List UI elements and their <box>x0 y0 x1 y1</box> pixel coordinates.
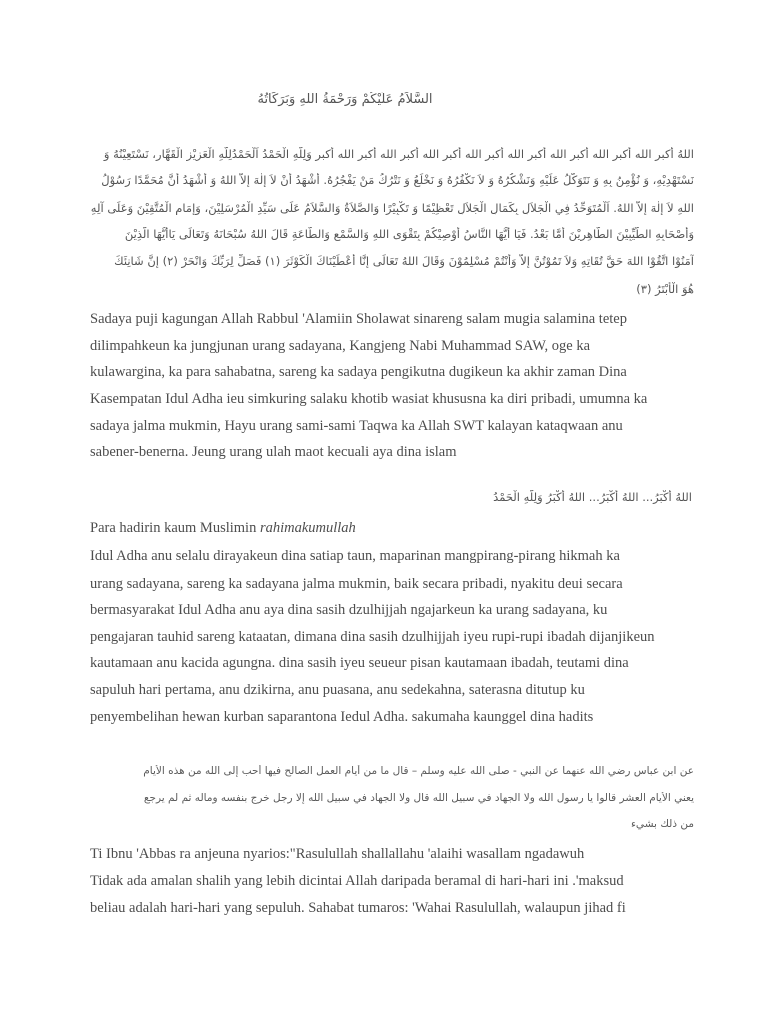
hadits-arabic-line: عن ابن عباس رضي الله عنهما عن النبي - صلى الله عليه وسلم – قال ما من أيام العمل الصالح فيها أحب إلى الله من هذه الأيام <box>143 765 694 777</box>
text-line: beliau adalah hari-hari yang sepuluh. Sahabat tumaros: 'Wahai Rasulullah, walaupun jihad fi <box>90 900 626 916</box>
text-line: Sadaya puji kagungan Allah Rabbul 'Alamiin Sholawat sinareng salam mugia salamina tetep <box>90 311 627 327</box>
text-line: sabener-benerna. Jeung urang ulah maot kecuali aya dina islam <box>90 444 457 460</box>
text-line: Idul Adha anu selalu dirayakeun dina satiap taun, maparinan mangpirang-pirang hikmah ka <box>90 548 620 564</box>
hadits-arabic-line: يعني الأيام العشر قالوا يا رسول الله ولا الجهاد في سبيل الله قال ولا الجهاد في سبيل الله إلا رجل خرج بنفسه وماله ثم لم يرجع <box>143 792 694 804</box>
text-line: urang sadayana, sareng ka sadayana jalma mukmin, baik secara pribadi, nyakitu deui secara <box>90 576 623 592</box>
text-line: bermasyarakat Idul Adha anu aya dina sasih dzulhijjah ngajarkeun ka urang sadayana, ku <box>90 602 608 618</box>
text-line: Kasempatan Idul Adha ieu simkuring salaku khotib wasiat khususna ka diri pribadi, umumna ka <box>90 391 648 407</box>
takbir-line: اللهُ أَكْبَرُ... اللهُ أَكْبَرُ... اللهُ أَكْبَرُ وَلِلَّهِ الْحَمْدُ <box>493 490 692 504</box>
text-line: sapuluh hari pertama, anu dzikirna, anu puasana, anu sedekahna, saterasna ditutup ku <box>90 682 585 698</box>
salam-heading: السَّلاَمُ عَلَيْكُمْ وَرَحْمَةُ اللهِ وَبَرَكَاتُهُ <box>257 92 433 107</box>
khutbah-arabic-line: وَأَصْحَابِهِ الطَّيِّبِيْنَ الطَّاهِرِيْنَ أَمَّا بَعْدُ. فَيَا أَيُّهَا النَّاسُ أُوْصِيْكُمْ بِتَقْوَى اللهِ وَالسَّمْعِ وَالطَّاعَةِ قَالَ اللهُ سُبْحَانَهُ وَتَعَالَى يَاأَيُّهَا الَّذِيْنَ <box>124 227 694 241</box>
text-line: pengajaran tauhid sareng kataatan, dimana dina sasih dzulhijjah iyeu rupi-rupi ibadah dijanjikeun <box>90 629 655 645</box>
khutbah-arabic-line: آمَنُوْا اتَّقُوْا اللهَ حَقَّ تُقَاتِهِ وَلاَ تَمُوْتُنَّ إِلاَّ وَأَنْتُمْ مُسْلِمُوْنَ وَقَالَ اللهُ تَعَالَى إِنَّا أَعْطَيْنَاكَ الْكَوْثَرَ (١) فَصَلِّ لِرَبِّكَ وَانْحَرْ (٢) إِنَّ شَانِئَكَ <box>114 254 694 268</box>
greeting-line <box>90 520 690 537</box>
khutbah-arabic-line: هُوَ الْأَبْتَرُ (٣) <box>636 282 694 296</box>
text-line: dilimpahkeun ka jungjunan urang sadayana, Kangjeng Nabi Muhammad SAW, oge ka <box>90 338 591 354</box>
text-line: kulawargina, ka para sahabatna, sareng ka sadaya pengikutna dugikeun ka akhir zaman Dina <box>90 364 627 380</box>
khutbah-arabic-line: اللهُ أكبر الله أكبر الله أكبر الله أكبر الله أكبر الله أكبر الله أكبر الله أكبر الله أكبر وَلِلَّهِ الْحَمْدُ اَلْحَمْدُلِلَّهِ الْعَزِيْزِ الْقَهَّارِ، نَسْتَعِيْنُهُ وَ <box>103 147 694 161</box>
text-line: penyembelihan hewan kurban saparantona Iedul Adha. sakumaha kaunggel dina hadits <box>90 709 594 725</box>
text-line: kautamaan anu kacida agungna. dina sasih iyeu seueur pisan kautamaan ibadah, teutami dina <box>90 655 629 671</box>
text-line: sadaya jalma mukmin, Hayu urang sami-sami Taqwa ka Allah SWT kalayan kataqwaan anu <box>90 418 623 434</box>
khutbah-arabic-line: نَسْتَهْدِيْهِ، وَ نُؤْمِنُ بِهِ وَ نَتَوَكَّلُ عَلَيْهِ وَنَشْكُرُهُ وَ لاَ نَكْفُرُهُ وَ نَخْلَعُ وَ نَتْرُكُ مَنْ يَفْجُرُهُ. أَشْهَدُ أَنْ لاَ إِلٰهَ إِلاَّ اللهُ وَ أَشْهَدُ أَنَّ مُحَمَّدًا رَسُوْلُ <box>101 173 694 187</box>
text-line: Tidak ada amalan shalih yang lebih dicintai Allah daripada beramal di hari-hari ini .'maksud <box>90 873 624 889</box>
hadits-arabic-line: من ذلك بشيء <box>631 818 694 830</box>
greeting-text: Para hadirin kaum Muslimin <box>90 520 260 536</box>
khutbah-arabic-line: اللهِ لاَ إِلٰهَ إِلاَّ اللهُ. اَلْمُتَوَحِّدُ فِي الْجَلاَلِ بِكَمَالِ الْجَلاَلِ تَعْظِيْمًا وَ تَكْبِيْرًا وَالصَّلاَةُ وَالسَّلاَمُ عَلَى سَيِّدِ الْمُرْسَلِيْنَ، وَإِمَامِ الْمُتَّقِيْنَ وَعَلَى آلِهِ <box>90 201 694 215</box>
greeting-italic: rahimakumullah <box>259 520 356 536</box>
text-line: Ti Ibnu 'Abbas ra anjeuna nyarios:"Rasulullah shallallahu 'alaihi wasallam ngadawuh <box>90 846 585 862</box>
